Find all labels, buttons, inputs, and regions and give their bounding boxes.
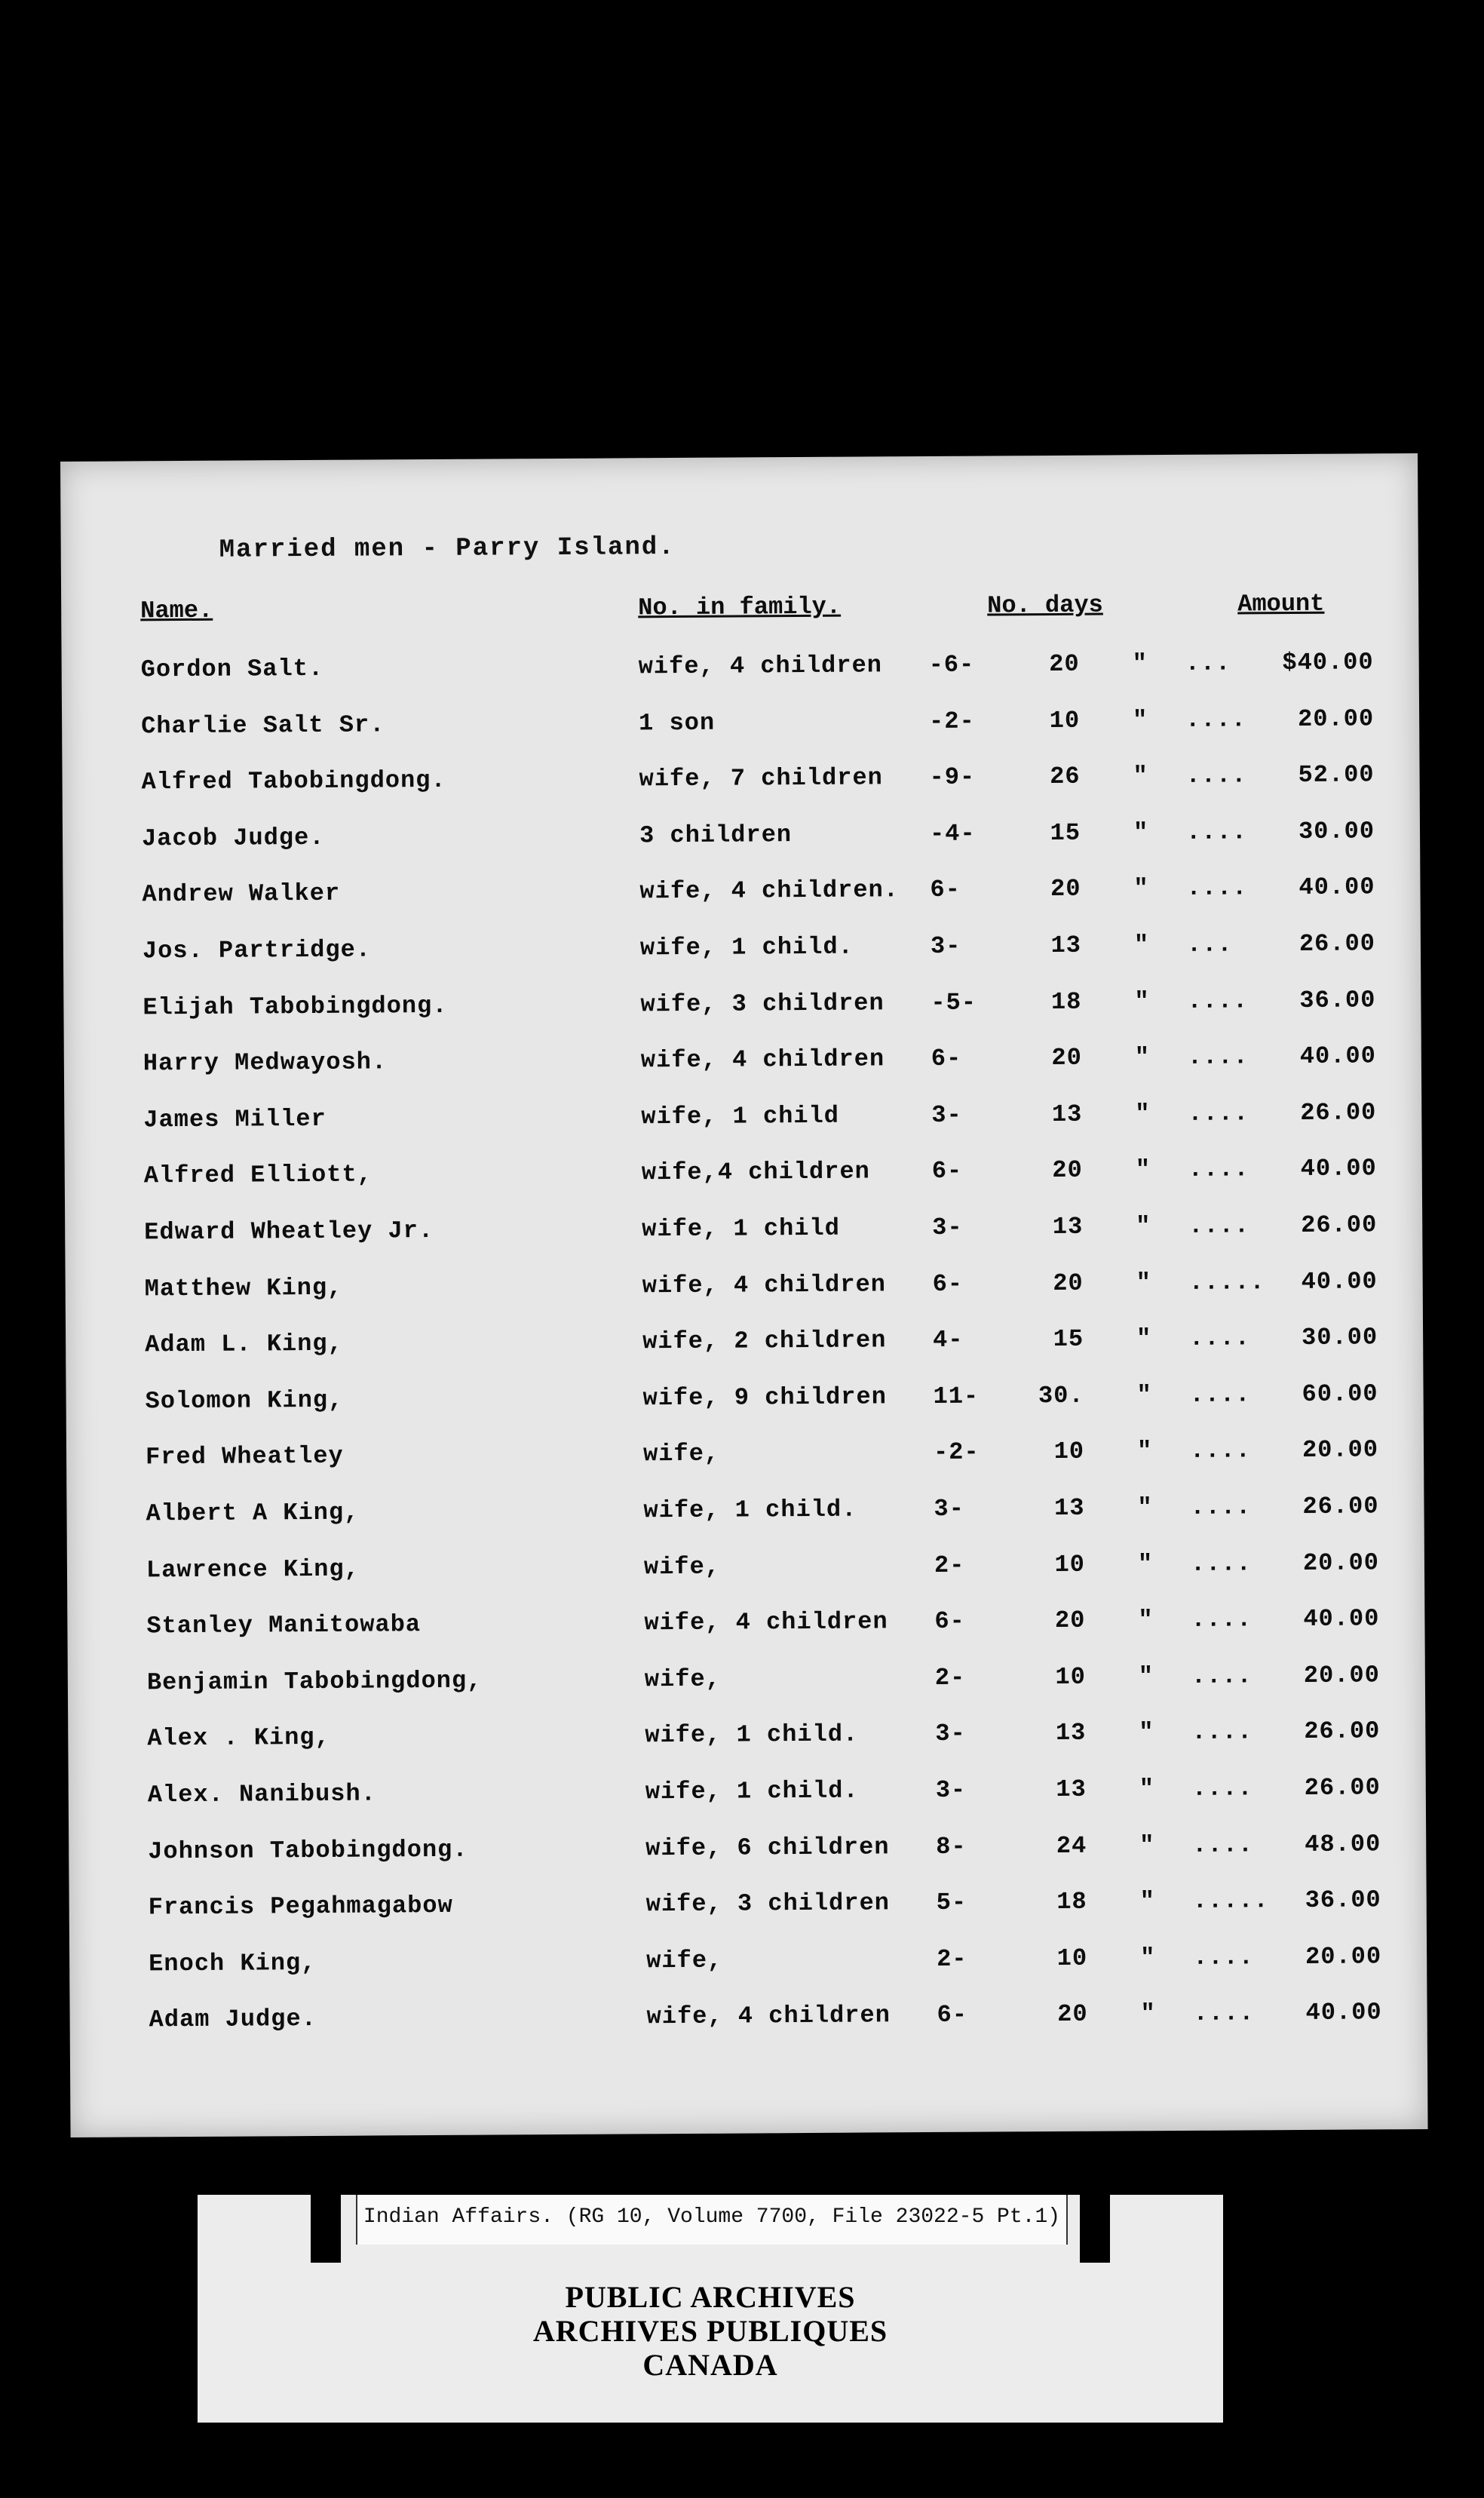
person-name: Jos. Partridge. [142,935,372,965]
days-worked: 18 [1050,987,1082,1016]
document-page [60,453,1428,2137]
leader-dots: .... [1190,1493,1252,1521]
archive-name-fr: ARCHIVES PUBLIQUES [532,2314,888,2348]
table-row [66,1323,1423,1376]
family-composition: wife, 4 children [638,651,883,681]
days-worked: 13 [1053,1493,1085,1522]
leader-dots: ... [1185,649,1231,677]
amount-paid: 60.00 [1302,1379,1378,1408]
person-name: Stanley Manitowaba [146,1610,422,1640]
ditto-mark: " [1139,1775,1155,1803]
ditto-mark: " [1137,1493,1153,1522]
family-composition: wife, 4 children [642,1270,887,1300]
table-row [69,1942,1427,1996]
table-row [67,1604,1424,1658]
ditto-mark: " [1132,649,1148,678]
days-worked: 20 [1051,1043,1082,1072]
days-worked: 15 [1053,1324,1084,1353]
family-count: -4- [929,819,976,848]
days-worked: 13 [1056,1775,1087,1803]
table-row [66,1267,1423,1321]
family-count: -5- [931,988,977,1017]
amount-paid: 36.00 [1305,1886,1381,1914]
family-count: 6- [932,1269,964,1298]
ditto-mark: " [1136,1381,1152,1410]
leader-dots: .... [1191,1662,1253,1690]
person-name: Lawrence King, [146,1554,360,1585]
table-row [63,817,1420,870]
person-name: Solomon King, [145,1386,344,1416]
days-worked: 26 [1050,762,1081,790]
ditto-mark: " [1134,1043,1151,1072]
person-name: Elijah Tabobingdong. [143,991,448,1022]
ditto-mark: " [1133,818,1149,847]
days-worked: 10 [1053,1437,1085,1465]
family-composition: wife, 1 child. [639,932,854,962]
leader-dots: .... [1190,1549,1252,1578]
table-row [65,1211,1422,1264]
document-heading: Married men - Parry Island. [219,533,676,565]
leader-dots: ..... [1188,1268,1265,1297]
family-count: 3- [931,1100,962,1129]
amount-paid: 26.00 [1300,1098,1377,1127]
ditto-mark: " [1139,1718,1154,1747]
leader-dots: .... [1187,1042,1249,1071]
table-row [66,1492,1424,1545]
family-composition: 1 son [639,708,716,738]
person-name: Benjamin Tabobingdong, [146,1666,483,1697]
family-composition: wife, 4 children. [639,876,900,906]
person-name: Adam L. King, [145,1329,343,1359]
leader-dots: .... [1185,761,1247,790]
table-row [70,1998,1427,2051]
amount-paid: 26.00 [1302,1492,1379,1521]
days-worked: 30. [1038,1381,1084,1410]
table-row [69,1830,1426,1883]
ditto-mark: " [1133,931,1150,959]
archive-name-en: PUBLIC ARCHIVES [565,2280,856,2314]
family-composition: wife, 1 child [642,1214,840,1244]
table-row [68,1717,1425,1770]
amount-paid: 40.00 [1303,1604,1380,1633]
days-worked: 10 [1056,1944,1088,1972]
leader-dots: .... [1189,1324,1251,1352]
table-row [62,704,1419,758]
family-count: -6- [928,650,975,679]
family-composition: wife, 1 child [641,1101,840,1131]
family-count: 11- [933,1382,980,1410]
amount-paid: 26.00 [1304,1717,1381,1745]
leader-dots: .... [1193,1943,1255,1972]
days-worked: 10 [1054,1550,1086,1579]
leader-dots: .... [1191,1605,1253,1634]
days-worked: 13 [1055,1718,1087,1747]
days-worked: 13 [1050,931,1082,959]
leader-dots: .... [1191,1717,1253,1746]
days-worked: 20 [1054,1606,1086,1634]
person-name: Gordon Salt. [140,654,324,684]
leader-dots: ..... [1192,1886,1269,1915]
person-name: Albert A King, [146,1498,360,1528]
column-header-days: No. days [987,591,1103,620]
family-composition: wife, 4 children [644,1607,888,1637]
archive-citation: Indian Affairs. (RG 10, Volume 7700, File 23022-5 Pt.1) [363,2205,1061,2229]
ditto-mark: " [1136,1212,1151,1241]
table-row [69,1886,1427,1939]
amount-paid: 36.00 [1299,986,1376,1014]
leader-dots: .... [1191,1774,1253,1803]
person-name: Alex. Nanibush. [147,1779,376,1809]
table-row [67,1548,1424,1602]
amount-paid: 30.00 [1301,1323,1378,1352]
family-composition: wife, 3 children [640,989,885,1019]
table-row [68,1661,1425,1714]
leader-dots: .... [1188,1155,1249,1183]
family-composition: wife, 1 child. [643,1495,857,1525]
days-worked: 13 [1051,1100,1083,1128]
ditto-mark: " [1135,1155,1151,1184]
family-count: -2- [929,707,975,735]
amount-paid: 26.00 [1301,1211,1378,1239]
days-worked: 20 [1053,1269,1084,1297]
table-row [64,1042,1421,1095]
amount-paid: 26.00 [1298,929,1376,958]
family-count: 3- [932,1213,963,1241]
family-count: 8- [936,1832,967,1861]
table-row [66,1435,1424,1489]
person-name: Charlie Salt Sr. [141,710,385,741]
ditto-mark: " [1138,1606,1154,1634]
days-worked: 20 [1050,874,1081,903]
family-count: 2- [934,1551,965,1579]
amount-paid: $40.00 [1282,648,1374,677]
family-count: 5- [936,1888,967,1916]
person-name: James Miller [143,1104,327,1134]
column-header-family: No. in family. [638,592,842,622]
family-composition: wife, 1 child. [645,1720,859,1750]
ditto-mark: " [1136,1269,1151,1297]
ditto-mark: " [1137,1550,1154,1579]
person-name: Andrew Walker [142,879,341,909]
family-count: 6- [937,2000,968,2029]
amount-paid: 40.00 [1299,1042,1376,1070]
ditto-mark: " [1139,1831,1155,1860]
family-count: 2- [934,1663,966,1692]
table-row [66,1379,1424,1433]
family-composition: wife, 1 child. [645,1776,859,1806]
column-header-amount: Amount [1237,589,1325,618]
family-composition: wife, 9 children [642,1382,887,1413]
ditto-mark: " [1134,987,1150,1016]
days-worked: 10 [1049,706,1081,735]
family-composition: 3 children [639,821,793,850]
leader-dots: .... [1185,705,1247,734]
ditto-mark: " [1138,1662,1154,1691]
ditto-mark: " [1133,706,1148,735]
person-name: Jacob Judge. [141,823,325,853]
table-row [63,873,1420,926]
person-name: Adam Judge. [149,2004,317,2034]
leader-dots: .... [1189,1380,1251,1409]
ditto-mark: " [1140,1999,1156,2028]
person-name: Enoch King, [149,1948,317,1978]
leader-dots: .... [1186,873,1248,902]
leader-dots: .... [1192,1831,1254,1859]
person-name: Alfred Elliott, [143,1160,373,1190]
label-tab-left [311,2195,341,2263]
amount-paid: 48.00 [1305,1830,1381,1858]
person-name: Alex . King, [147,1723,330,1753]
leader-dots: .... [1188,1211,1250,1240]
leader-dots: .... [1185,818,1247,846]
person-name: Fred Wheatley [145,1441,344,1471]
amount-paid: 20.00 [1303,1661,1380,1689]
ditto-mark: " [1136,1437,1153,1465]
amount-paid: 20.00 [1302,1435,1379,1464]
person-name: Edward Wheatley Jr. [144,1216,434,1247]
family-composition: wife, 4 children [646,2001,891,2031]
citation-box [356,2195,1068,2245]
days-worked: 20 [1057,1999,1088,2028]
label-tab-right [1080,2195,1110,2263]
ditto-mark: " [1135,1100,1151,1128]
family-composition: wife, 2 children [642,1326,887,1356]
amount-paid: 30.00 [1298,817,1375,845]
table-row [62,760,1419,814]
table-row [64,1098,1421,1152]
family-count: 6- [930,875,961,904]
person-name: Francis Pegahmagabow [148,1891,453,1922]
family-composition: wife, 4 children [640,1045,885,1075]
amount-paid: 26.00 [1304,1773,1381,1802]
table-row [62,648,1419,701]
family-count: 6- [934,1607,965,1635]
family-count: 3- [935,1775,967,1804]
family-count: -2- [933,1438,980,1466]
person-name: Johnson Tabobingdong. [148,1835,468,1866]
ditto-mark: " [1136,1324,1152,1353]
amount-paid: 40.00 [1300,1154,1377,1183]
amount-paid: 20.00 [1302,1548,1380,1577]
family-composition: wife, 6 children [645,1833,890,1863]
family-count: 3- [934,1494,965,1523]
person-name: Matthew King, [144,1273,343,1303]
person-name: Harry Medwayosh. [143,1048,388,1078]
family-count: 3- [930,931,961,960]
family-count: -9- [929,763,976,791]
amount-paid: 20.00 [1305,1942,1382,1971]
ditto-mark: " [1133,762,1148,790]
days-worked: 24 [1056,1831,1087,1860]
family-composition: wife, [642,1439,720,1468]
ditto-mark: " [1133,874,1149,903]
leader-dots: ... [1186,930,1233,959]
family-composition: wife, [643,1552,721,1582]
amount-paid: 20.00 [1297,704,1375,733]
family-count: 4- [933,1325,964,1354]
amount-paid: 52.00 [1298,760,1375,789]
archive-label-strip [198,2195,1223,2423]
days-worked: 20 [1049,649,1080,678]
table-row [63,986,1421,1039]
leader-dots: .... [1188,1099,1249,1128]
family-composition: wife, 3 children [645,1889,891,1919]
table-row [65,1154,1422,1208]
table-header [61,589,1418,643]
column-header-name: Name. [140,596,213,625]
days-worked: 10 [1055,1662,1086,1691]
days-worked: 15 [1050,818,1081,847]
family-count: 2- [937,1944,967,1973]
days-worked: 18 [1056,1887,1087,1916]
ditto-mark: " [1140,1944,1156,1972]
amount-paid: 40.00 [1301,1267,1378,1296]
family-composition: wife,4 children [641,1157,870,1187]
days-worked: 13 [1052,1212,1084,1241]
days-worked: 20 [1052,1155,1083,1184]
archive-country: CANADA [642,2348,778,2382]
family-composition: wife, [646,1946,723,1975]
person-name: Alfred Tabobingdong. [141,766,446,796]
table-row [69,1773,1426,1827]
family-count: 6- [931,1044,962,1073]
table-row [63,929,1421,983]
family-count: 3- [935,1719,966,1748]
leader-dots: .... [1187,987,1249,1015]
ditto-mark: " [1139,1887,1156,1916]
leader-dots: .... [1189,1436,1251,1465]
family-composition: wife, 7 children [639,763,883,793]
family-composition: wife, [644,1665,722,1694]
leader-dots: .... [1193,1999,1255,2027]
amount-paid: 40.00 [1298,873,1375,901]
family-count: 6- [931,1156,963,1185]
amount-paid: 40.00 [1305,1998,1382,2027]
